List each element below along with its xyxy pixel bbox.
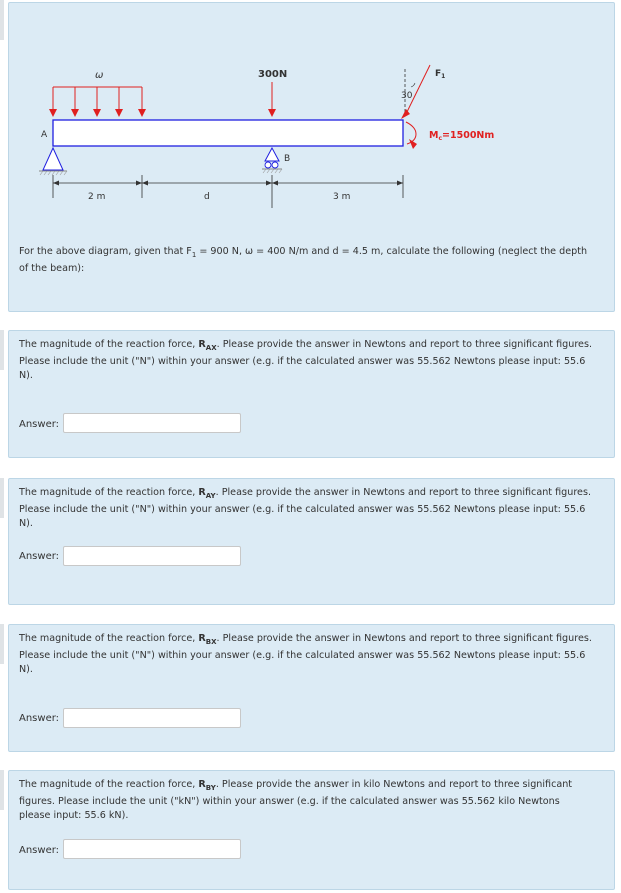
diagram-panel: [8, 2, 615, 312]
question-text: The magnitude of the reaction force, $R_{AY}$. Please provide the answer in Newtons and report to three significant figures. Please include the unit ("N") within your answer (e.g. if the calculated answer was 55.562 Newtons please input: 55.6 N).: [19, 487, 592, 529]
dimension-line: [53, 175, 403, 208]
f1-label: $F_1$: [435, 69, 446, 80]
question-panel-rbx: [8, 624, 615, 752]
beam: [53, 120, 403, 146]
answer-input-rby[interactable]: [63, 839, 241, 859]
answer-label: Answer:: [19, 419, 60, 430]
answer-input-ray[interactable]: [63, 546, 241, 566]
question-panel-ray: [8, 478, 615, 605]
omega-label: ω: [95, 70, 104, 81]
answer-label: Answer:: [19, 551, 60, 562]
support-b-label: B: [284, 154, 291, 164]
left-edge-rule: [0, 330, 4, 370]
question-text: The magnitude of the reaction force, $R_{BX}$. Please provide the answer in Newtons and report to three significant figures. Please include the unit ("N") within your answer (e.g. if the calculated answer was 55.562 Newtons please input: 55.6 N).: [19, 633, 592, 675]
question-text: The magnitude of the reaction force, $R_{AX}$. Please provide the answer in Newtons and report to three significant figures. Please include the unit ("N") within your answer (e.g. if the calculated answer was 55.562 Newtons please input: 55.6 N).: [19, 339, 593, 381]
answer-input-rbx[interactable]: [63, 708, 241, 728]
support-b-ground: [263, 169, 282, 173]
moment-label: $M_c=1500Nm$: [429, 130, 495, 142]
left-edge-rule: [0, 770, 4, 810]
answer-label: Answer:: [19, 845, 60, 856]
support-a-pin: [43, 148, 63, 170]
beam-diagram: [9, 3, 614, 233]
support-a-ground: [40, 171, 67, 175]
support-a-label: A: [41, 130, 48, 140]
dim-3m-label: 3 m: [333, 192, 351, 202]
answer-input-rax[interactable]: [63, 413, 241, 433]
left-edge-rule: [0, 0, 4, 40]
support-b-roller: [265, 148, 279, 161]
dim-2m-label: 2 m: [88, 192, 106, 202]
left-edge-rule: [0, 478, 4, 518]
left-edge-rule: [0, 624, 4, 664]
angle-label: 30: [401, 91, 413, 101]
point-load-label: 300N: [258, 69, 288, 80]
intro-text: For the above diagram, given that $F_1 = 900$ N, ω = 400 N/m and d = 4.5 m, calculate the following (neglect the depth of the beam):: [19, 246, 588, 274]
answer-label: Answer:: [19, 713, 60, 724]
distributed-load: [49, 87, 146, 117]
question-panel-rby: [8, 770, 615, 890]
question-text: The magnitude of the reaction force, $R_{BY}$. Please provide the answer in kilo Newtons and report to three significant figures. Please include the unit ("kN") within your answer (e.g. if the calculated answer was 55.562 kilo Newtons please input: 55.6 kN).: [19, 779, 573, 821]
dim-d-label: d: [204, 192, 210, 202]
question-panel-rax: [8, 330, 615, 458]
